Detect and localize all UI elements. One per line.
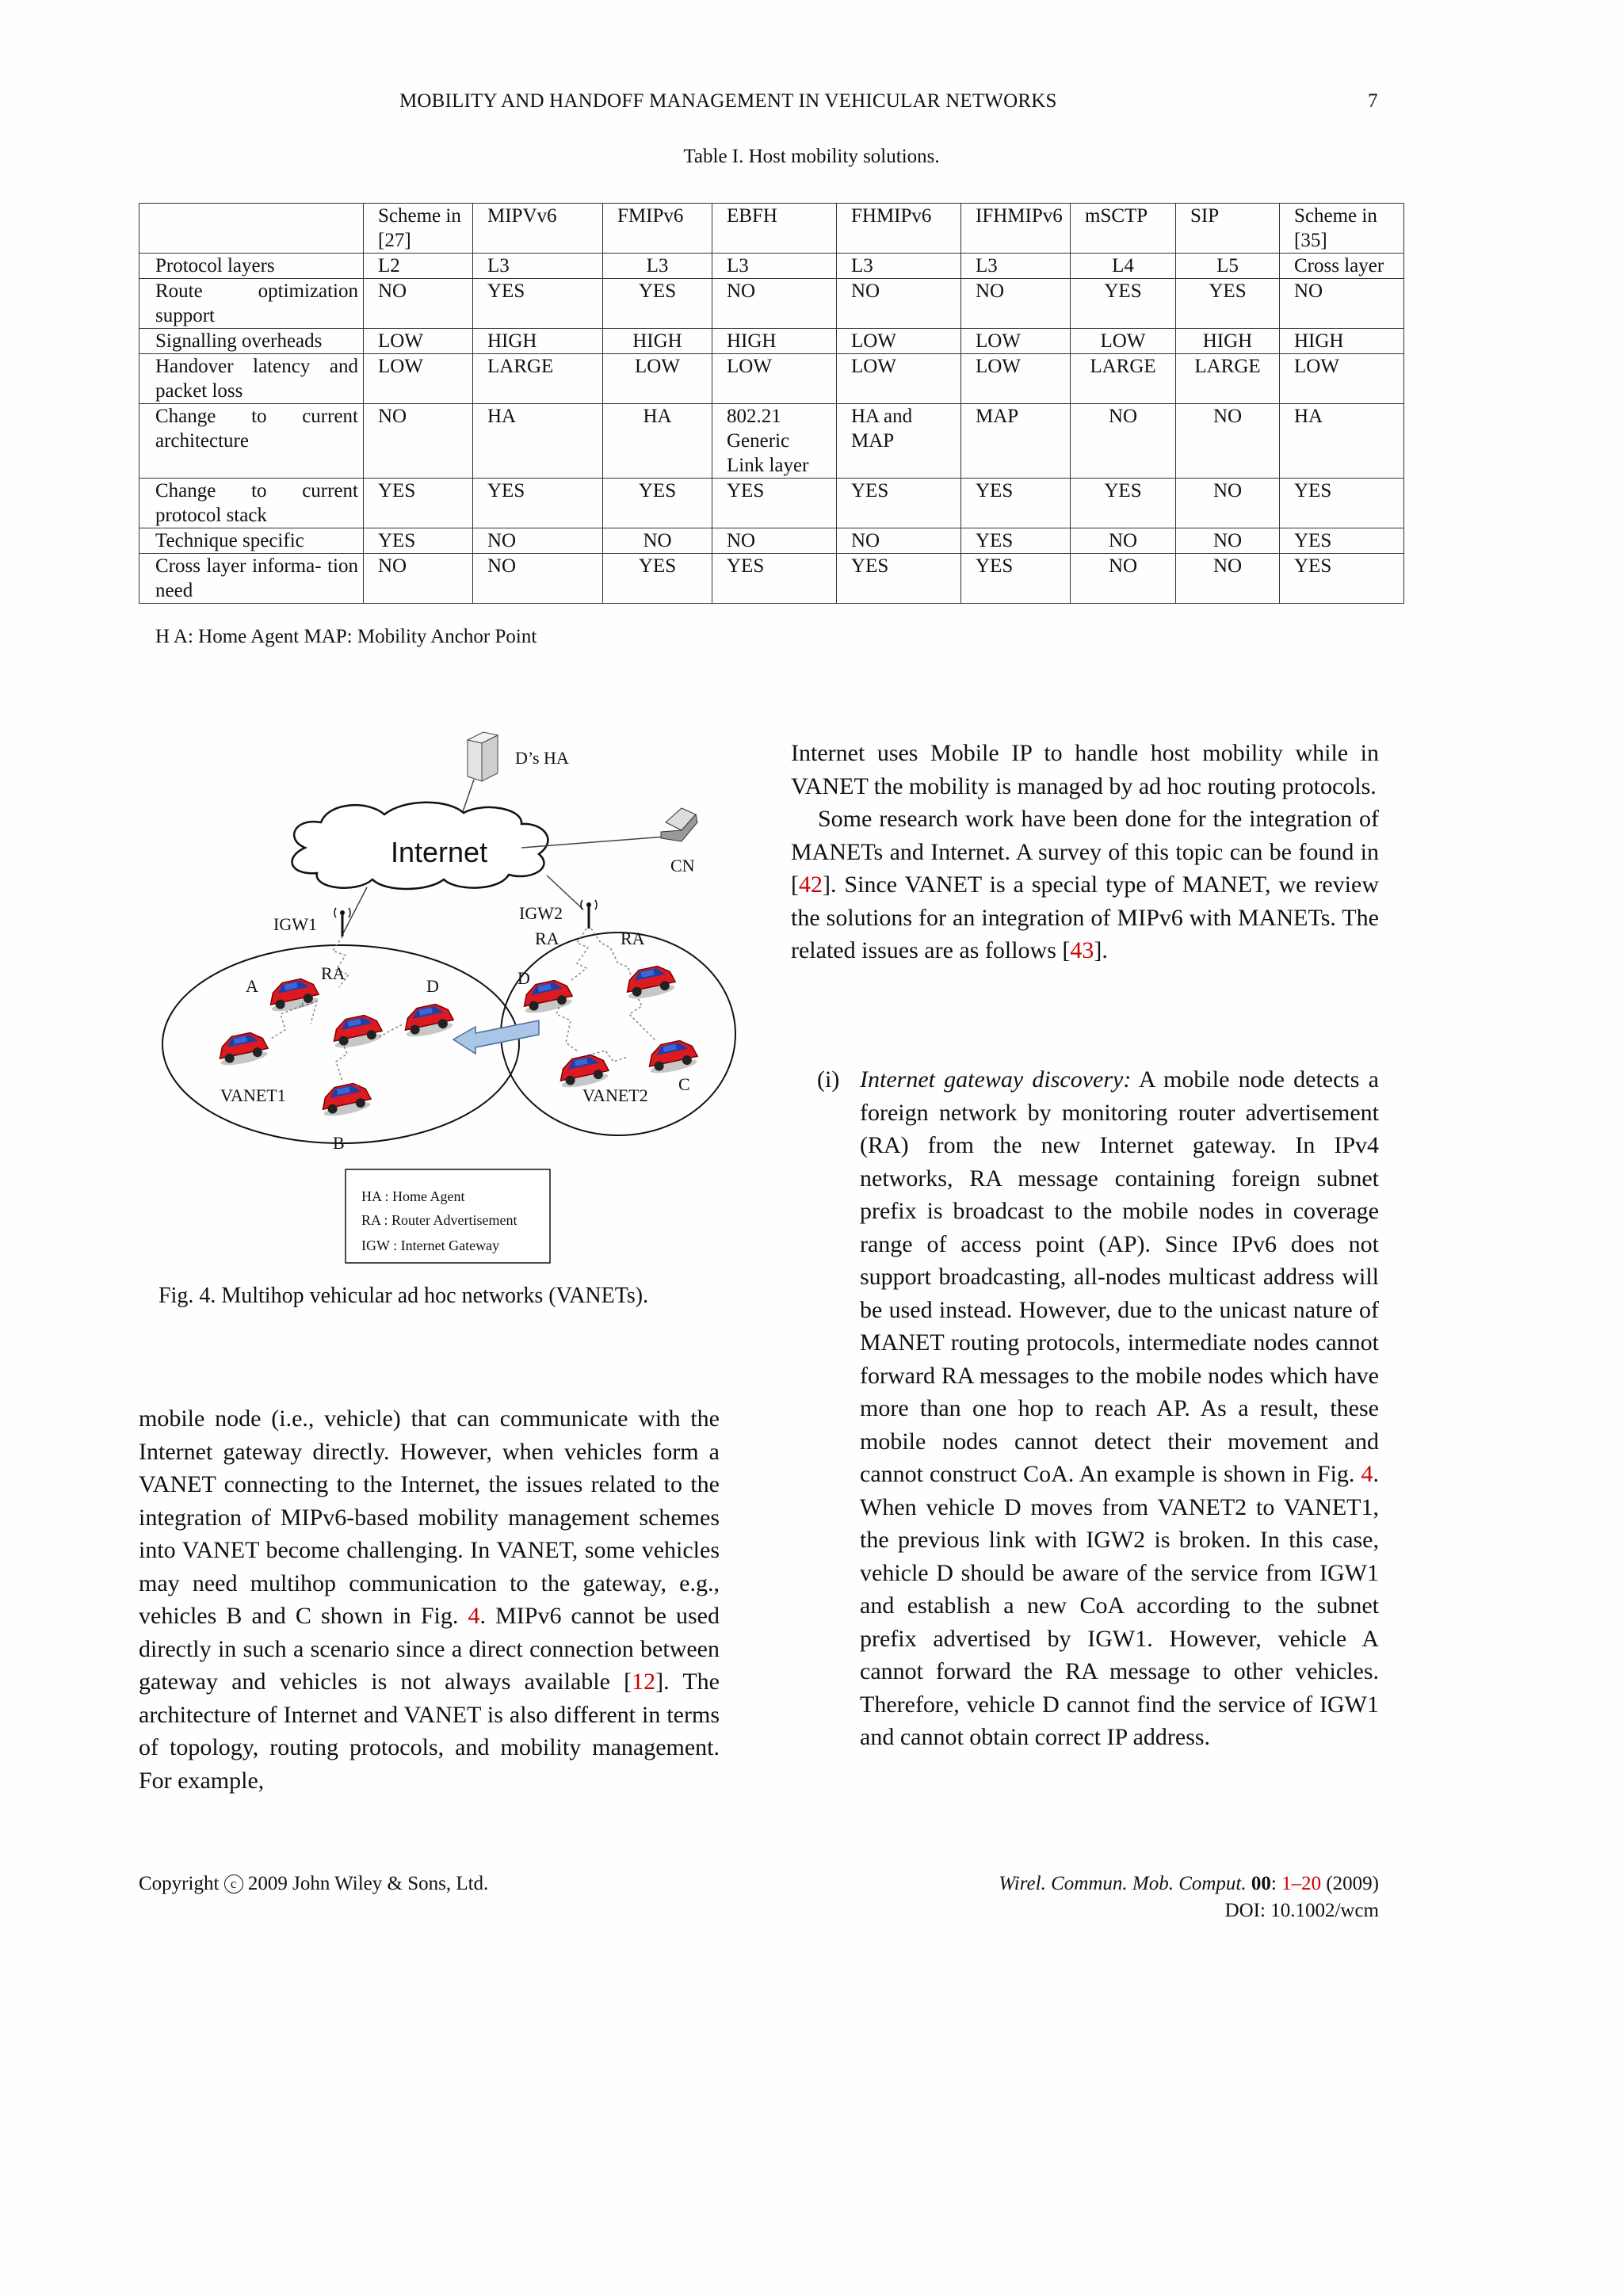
table-cell: HIGH (1176, 329, 1280, 354)
figure-reference-link[interactable]: 4 (1361, 1461, 1373, 1487)
table-cell: YES (961, 479, 1071, 528)
table-cell: YES (961, 554, 1071, 604)
vanet-figure (143, 729, 761, 1283)
table-header-cell: EBFH (712, 204, 837, 254)
internet-label: Internet (391, 836, 488, 868)
igw2-label: IGW2 (519, 903, 563, 923)
table-cell: YES (961, 528, 1071, 554)
table-cell: L3 (837, 254, 961, 279)
list-item-title: Internet gateway discovery: (860, 1066, 1132, 1093)
table-cell: LARGE (473, 354, 603, 404)
table-cell: Cross layer (1280, 254, 1404, 279)
table-header-cell: MIPVv6 (473, 204, 603, 254)
table-cell: YES (1280, 554, 1404, 604)
table-cell: NO (1280, 279, 1404, 329)
table-cell: HIGH (712, 329, 837, 354)
table-cell: NO (364, 554, 473, 604)
vehicle-b-label: B (333, 1133, 345, 1153)
running-header: MOBILITY AND HANDOFF MANAGEMENT IN VEHICULAR NETWORKS (399, 90, 1057, 112)
laptop-icon (661, 808, 697, 841)
citation-link[interactable]: 42 (799, 871, 823, 898)
figure-caption: Fig. 4. Multihop vehicular ad hoc networks (VANETs). (158, 1283, 649, 1308)
table-header-cell: Scheme in [27] (364, 204, 473, 254)
table-cell: NO (473, 554, 603, 604)
cn-label: CN (670, 856, 695, 875)
table-header-cell: IFHMIPv6 (961, 204, 1071, 254)
table-cell: YES (364, 528, 473, 554)
table-cell: L4 (1071, 254, 1176, 279)
ra-label: RA (535, 929, 559, 948)
table-cell: HA (603, 404, 712, 479)
table-header-cell: Scheme in [35] (1280, 204, 1404, 254)
list-item: (i) Internet gateway discovery: A mobile node detects a foreign network by monitoring router advertisement (RA) from the new Internet gateway. In IPv4 networks, RA message containing foreign subnet prefix is broadcast to the mobile nodes in coverage range of access point (AP). Since IPv6 does not support broadcasting, all-nodes multicast address will be used instead. However, due to the unicast nature of MANET routing protocols, intermediate nodes cannot forward RA messages to the mobile nodes which have more than one hop to reach AP. As a result, these mobile nodes cannot detect their movement and cannot construct CoA. An example is shown in Fig. 4. When vehicle D moves from VANET2 to VANET1, the previous link with IGW2 is broken. In this case, vehicle D should be aware of the service from IGW1 and establish a new CoA according to the subnet prefix advertised by IGW1. However, vehicle A cannot forward the RA message to other vehicles. Therefore, vehicle D cannot find the service of IGW1 and cannot obtain correct IP address. (814, 1063, 1379, 1754)
table-cell: YES (603, 554, 712, 604)
vehicle-d-label: D (517, 968, 530, 988)
table-cell: LARGE (1176, 354, 1280, 404)
table-cell: NO (712, 279, 837, 329)
table-cell: NO (1071, 404, 1176, 479)
figure-reference-link[interactable]: 4 (468, 1603, 480, 1629)
table-row (139, 329, 1404, 354)
table-cell: NO (473, 528, 603, 554)
table-row (139, 554, 1404, 604)
page-link[interactable]: 1 (1281, 1873, 1292, 1894)
table-cell: LOW (603, 354, 712, 404)
table-cell: LOW (961, 329, 1071, 354)
vehicle-d-label: D (426, 976, 439, 996)
table-row (139, 254, 1404, 279)
table-cell: NO (364, 279, 473, 329)
igw1-label: IGW1 (273, 914, 317, 934)
legend-item: IGW : Internet Gateway (361, 1238, 500, 1253)
server-icon (468, 732, 498, 781)
table-header-row (139, 204, 1404, 254)
ra-label: RA (621, 929, 645, 948)
vehicle-c-label: C (678, 1074, 690, 1094)
table-cell: HIGH (473, 329, 603, 354)
table-cell: YES (603, 479, 712, 528)
table-row-label: Protocol layers (139, 254, 364, 279)
vehicle-a-label: A (246, 976, 258, 996)
table-cell: YES (837, 554, 961, 604)
vanet2-label: VANET2 (582, 1085, 648, 1105)
body-text: . MIPv6 cannot be used directly in such a scenario since a direct connection between gateway and vehicles is not always available [ (139, 1603, 720, 1695)
table-row-label: Change to current protocol stack (139, 479, 364, 528)
table-cell: NO (1176, 554, 1280, 604)
table-row-label: Signalling overheads (139, 329, 364, 354)
table-cell: NO (961, 279, 1071, 329)
table-cell: NO (837, 279, 961, 329)
table-row-label: Handover latency and packet loss (139, 354, 364, 404)
table-cell: LOW (837, 329, 961, 354)
body-paragraph: Internet uses Mobile IP to handle host mobility while in VANET the mobility is managed by ad hoc routing protocols. (791, 740, 1379, 799)
table-cell: YES (1071, 279, 1176, 329)
table-cell: NO (1071, 528, 1176, 554)
table-cell: YES (1071, 479, 1176, 528)
table-cell: MAP (961, 404, 1071, 479)
table-cell: NO (1176, 404, 1280, 479)
journal-citation: Wirel. Commun. Mob. Comput. 00: 1–20 (2009) (999, 1873, 1379, 1894)
body-text: ]. The architecture of Internet and VANET is also different in terms of topology, routing protocols, and mobility management. For example, (139, 1669, 720, 1794)
table-cell: YES (712, 479, 837, 528)
table-cell: YES (603, 279, 712, 329)
table-cell: YES (473, 479, 603, 528)
table-cell: NO (1176, 479, 1280, 528)
table-note: H A: Home Agent MAP: Mobility Anchor Point (155, 626, 537, 647)
table-cell: YES (1280, 479, 1404, 528)
table-cell: HA (1280, 404, 1404, 479)
table-caption: Table I. Host mobility solutions. (683, 146, 940, 167)
table-cell: YES (712, 554, 837, 604)
citation-link[interactable]: 12 (632, 1669, 656, 1695)
body-text: mobile node (i.e., vehicle) that can communicate with the Internet gateway directly. However, when vehicles form a VANET connecting to the Internet, the issues related to the integration of MIPv6-based mobility management schemes into VANET become challenging. In VANET, some vehicles may need multihop communication to the gateway, e.g., vehicles B and C shown in Fig. (139, 1405, 720, 1629)
table-cell: L2 (364, 254, 473, 279)
table-row (139, 404, 1404, 479)
table-cell: LARGE (1071, 354, 1176, 404)
table-cell: YES (837, 479, 961, 528)
table-row (139, 354, 1404, 404)
table-cell: L3 (603, 254, 712, 279)
copyright-symbol: c (224, 1875, 243, 1894)
table-cell: NO (712, 528, 837, 554)
table-header-cell: FMIPv6 (603, 204, 712, 254)
table-header-cell (139, 204, 364, 254)
table-header-cell: FHMIPv6 (837, 204, 961, 254)
table-row (139, 279, 1404, 329)
table-cell: LOW (712, 354, 837, 404)
page-link[interactable]: 20 (1301, 1873, 1322, 1894)
table-cell: NO (1071, 554, 1176, 604)
table-cell: NO (603, 528, 712, 554)
table-cell: L3 (712, 254, 837, 279)
doi: DOI: 10.1002/wcm (1224, 1900, 1379, 1921)
table-cell: NO (837, 528, 961, 554)
table-cell: NO (1176, 528, 1280, 554)
ra-label: RA (321, 963, 346, 983)
citation-link[interactable]: 43 (1070, 937, 1094, 963)
table-row-label: Technique specific (139, 528, 364, 554)
igw2-antenna-icon (581, 900, 597, 929)
copyright-line: Copyright c 2009 John Wiley & Sons, Ltd. (139, 1873, 489, 1894)
table-cell: LOW (961, 354, 1071, 404)
table-cell: L5 (1176, 254, 1280, 279)
table-row-label: Change to current architecture (139, 404, 364, 479)
table-cell: YES (1280, 528, 1404, 554)
table-cell: NO (364, 404, 473, 479)
legend-item: RA : Router Advertisement (361, 1212, 517, 1228)
table-cell: HIGH (603, 329, 712, 354)
table-header-cell: mSCTP (1071, 204, 1176, 254)
table-row-label: Route optimization support (139, 279, 364, 329)
table-cell: L3 (961, 254, 1071, 279)
list-item-number: (i) (817, 1066, 840, 1093)
table-header-cell: SIP (1176, 204, 1280, 254)
table-cell: HA (473, 404, 603, 479)
left-column-text (139, 1402, 720, 1797)
table-cell: YES (1176, 279, 1280, 329)
vanet1-label: VANET1 (220, 1085, 286, 1105)
mobility-table (139, 203, 1404, 604)
table-cell: HA and MAP (837, 404, 961, 479)
ha-label: D’s HA (515, 748, 569, 768)
table-cell: LOW (837, 354, 961, 404)
table-row (139, 479, 1404, 528)
table-cell: 802.21 Generic Link layer (712, 404, 837, 479)
table-cell: HIGH (1280, 329, 1404, 354)
table-row (139, 528, 1404, 554)
legend-item: HA : Home Agent (361, 1188, 465, 1204)
movement-arrow-icon (453, 1020, 539, 1054)
table-cell: LOW (1280, 354, 1404, 404)
right-column-text (791, 737, 1379, 967)
table-cell: L3 (473, 254, 603, 279)
table-cell: YES (364, 479, 473, 528)
table-row-label: Cross layer informa- tion need (139, 554, 364, 604)
table-cell: LOW (1071, 329, 1176, 354)
table-cell: YES (473, 279, 603, 329)
table-cell: LOW (364, 329, 473, 354)
table-cell: LOW (364, 354, 473, 404)
page-number: 7 (1368, 90, 1378, 112)
igw1-antenna-icon (334, 908, 350, 936)
body-paragraph: Some research work have been done for the integration of MANETs and Internet. A survey of this topic can be found in [42]. Since VANET is a special type of MANET, we review the solutions for an integration of MIPv6 with MANETs. The related issues are as follows [43]. (791, 806, 1379, 963)
